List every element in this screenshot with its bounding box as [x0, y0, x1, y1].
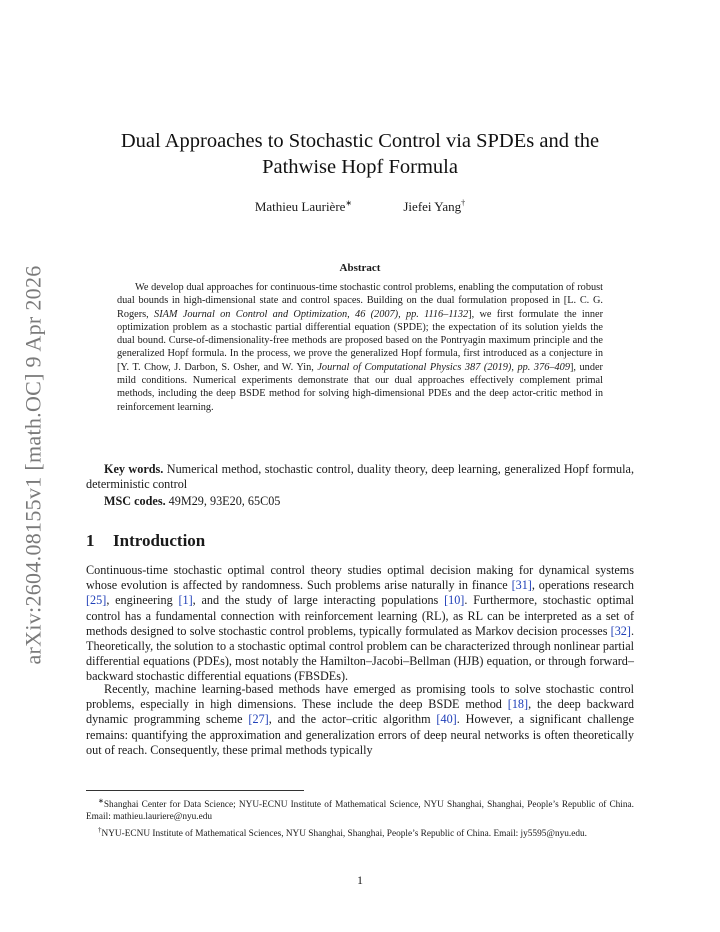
intro-p1-text: . Furthermore, stochastic optimal control has a fundamental connection with reinforcement learning (RL), as RL can be interpreted as a set of methods designed to solve stochastic control problems, typically formulated as Markov decision processes	[86, 593, 635, 638]
citation-link[interactable]: [18]	[507, 697, 529, 712]
footnote-2-mark: †	[98, 825, 102, 834]
author-2	[403, 199, 465, 214]
author-2-name: Jiefei Yang	[403, 199, 462, 215]
abstract-body	[117, 281, 603, 414]
page-number: 1	[357, 873, 363, 887]
keywords-block	[86, 462, 634, 492]
intro-p2-text: , the deep backward dynamic programming scheme	[86, 697, 634, 727]
author-1-mark: ∗	[345, 199, 353, 208]
intro-p2-text: , and the actor–critic algorithm	[268, 712, 437, 727]
intro-p1-text: Continuous-time stochastic optimal control theory studies optimal decision making for dynamical systems whose evolution is affected by randomness. Such problems arise naturally in finance	[86, 563, 634, 593]
citation-link[interactable]: [40]	[436, 712, 457, 727]
footnote-1-mark: ∗	[98, 797, 104, 805]
abstract-text-2: ], we first formulate the inner optimization problem as a stochastic partial differential equation (SPDE); the expectation of its solution yields the dual bound. Curse-of-dimensionality-free methods are proposed based on the Pontryagin maximum principle and the generalized Hopf formula. In the process, we prove the generalized Hopf formula, first introduced as a conjecture in [Y. T. Chow, J. Darbon, S. Osher, and W. Yin,	[117, 308, 604, 373]
citation-link[interactable]: [32]	[610, 623, 631, 638]
arxiv-identifier-stamp	[22, 250, 46, 680]
abstract-heading: Abstract	[339, 262, 381, 274]
citation-link[interactable]: [1]	[178, 593, 193, 608]
author-2-mark: †	[461, 199, 466, 208]
intro-paragraph-1	[86, 563, 634, 685]
intro-p1-text: . Theoretically, the solution to a stochastic optimal control problem can be characterized through nonlinear partial differential equations (PDEs), most notably the Hamilton–Jacobi–Bellman (HJB) equation, or through forward–backward stochastic differential equations (FBSDEs).	[86, 623, 634, 684]
intro-p2-text: . However, a significant challenge remains: quantifying the approximation and generalization errors of deep neural networks is often theoretically out of reach. Consequently, these primal methods typically	[86, 712, 634, 757]
abstract-text-1: We develop dual approaches for continuous-time stochastic control problems, enabling the computation of robust dual bounds in high-dimensional state and control spaces. Building on the dual formulation proposed in [L. C. G. Rogers,	[117, 282, 603, 320]
citation-link[interactable]: [10]	[444, 593, 465, 608]
footnote-divider	[86, 790, 304, 791]
footnote-2	[86, 824, 634, 840]
author-1-name: Mathieu Laurière	[254, 199, 346, 215]
author-1	[255, 199, 352, 214]
author-list	[100, 199, 620, 215]
footnote-1-text: Shanghai Center for Data Science; NYU-ECNU Institute of Mathematical Science, NYU Shanghai, Shanghai, People’s Republic of China. Email: mathieu.lauriere@nyu.edu	[86, 800, 634, 823]
citation-link[interactable]: [31]	[511, 578, 532, 593]
intro-paragraph-2	[86, 682, 634, 758]
intro-p1-text: , and the study of large interacting populations	[192, 593, 445, 608]
abstract-citation-2: Journal of Computational Physics 387 (2019), pp. 376–409	[317, 361, 570, 373]
keywords-text: Numerical method, stochastic control, duality theory, deep learning, generalized Hopf formula, deterministic control	[86, 462, 634, 491]
arxiv-identifier-text: arXiv:2604.08155v1 [math.OC] 9 Apr 2026	[21, 265, 47, 665]
msc-label: MSC codes.	[104, 494, 166, 508]
footnote-2-text: NYU-ECNU Institute of Mathematical Sciences, NYU Shanghai, Shanghai, People’s Republic of China. Email: jy5595@nyu.edu.	[101, 828, 587, 839]
intro-p2-text: Recently, machine learning-based methods have emerged as promising tools to solve stochastic control problems, especially in high dimensions. These include the deep BSDE method	[86, 682, 634, 712]
keywords-label: Key words.	[104, 462, 164, 476]
section-number: 1	[86, 531, 95, 550]
section-title: Introduction	[113, 531, 206, 550]
footnotes	[86, 795, 634, 840]
section-heading	[86, 531, 634, 551]
msc-text: 49M29, 93E20, 65C05	[168, 494, 281, 508]
abstract-text-3: ], under mild conditions. Numerical experiments demonstrate that our dual approaches effectively complement primal methods, including the deep BSDE method for solving high-dimensional PDEs and the deep actor-critic method in reinforcement learning.	[117, 361, 603, 413]
citation-link[interactable]: [27]	[248, 712, 269, 727]
citation-link[interactable]: [25]	[86, 593, 107, 608]
footnote-1	[86, 795, 634, 824]
msc-codes-block	[104, 494, 634, 509]
paper-title: Dual Approaches to Stochastic Control via SPDEs and the Pathwise Hopf Formula	[120, 130, 600, 178]
intro-p1-text: , operations research	[531, 578, 635, 593]
intro-p1-text: , engineering	[106, 593, 179, 608]
abstract-citation-1: SIAM Journal on Control and Optimization, 46 (2007), pp. 1116–1132	[154, 308, 469, 320]
